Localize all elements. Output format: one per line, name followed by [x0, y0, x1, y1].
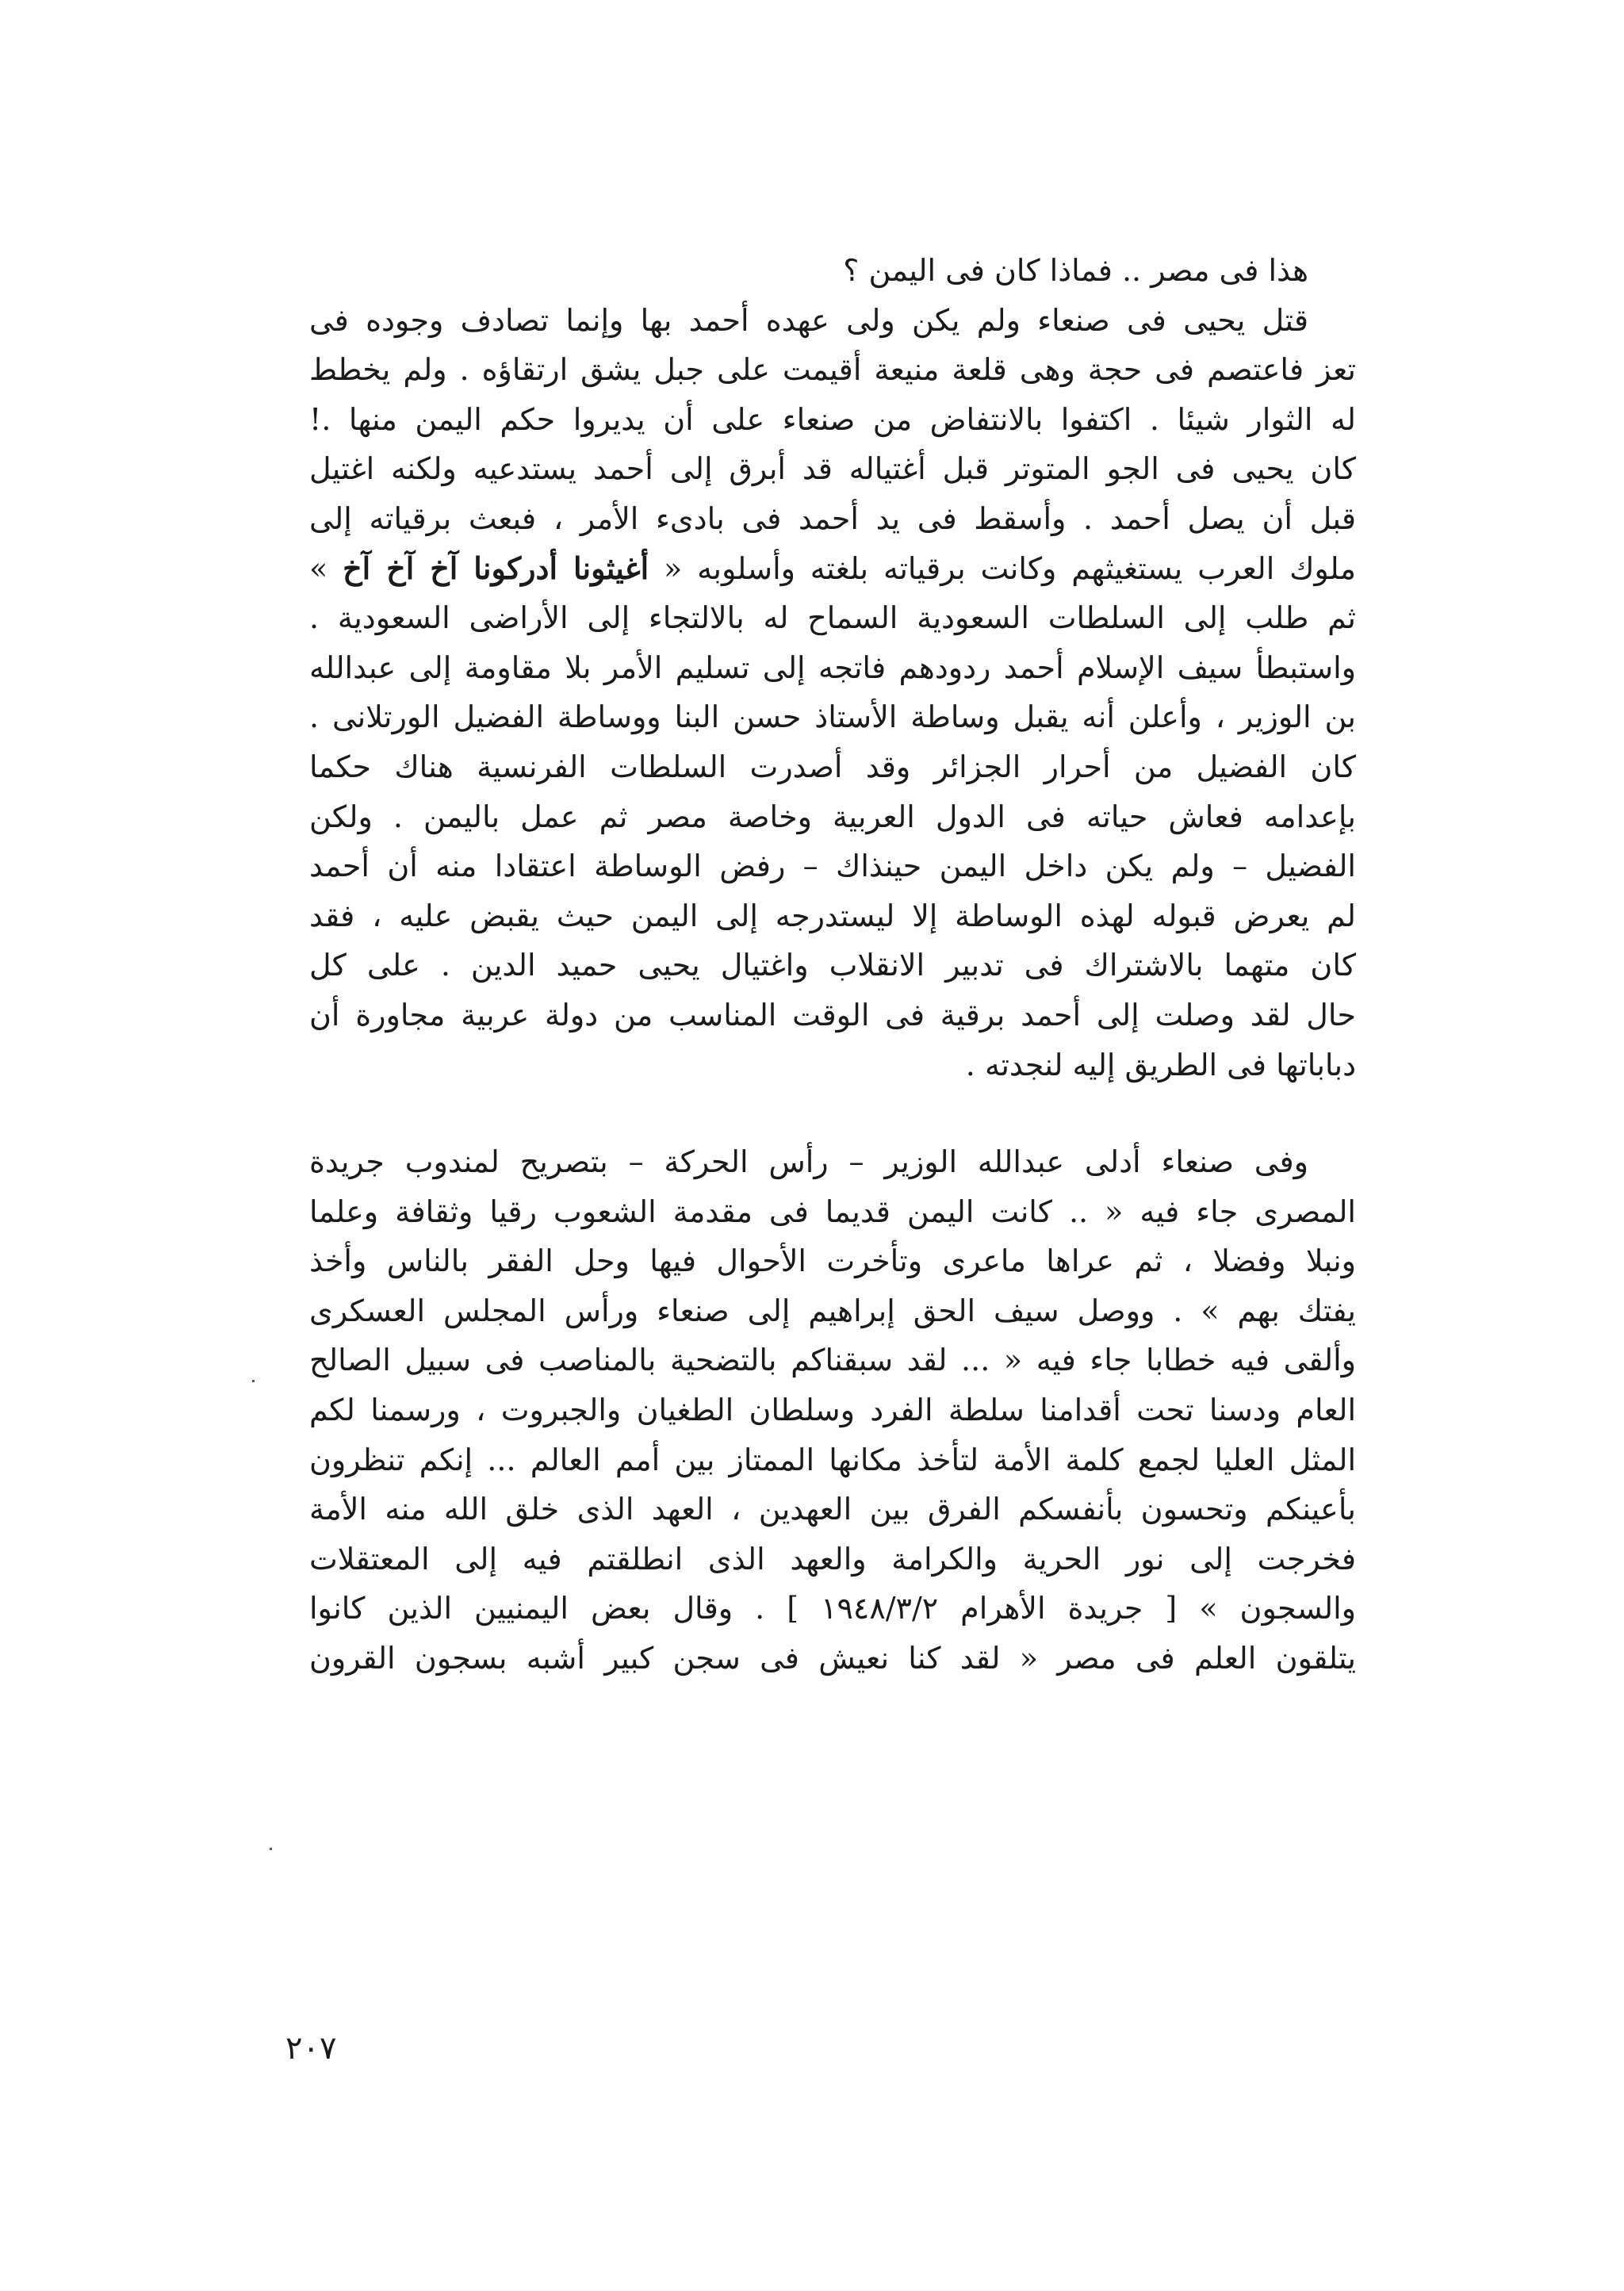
- text-line: ثم طلب إلى السلطات السعودية السماح له بالالتجاء إلى الأراضى السعودية .: [309, 600, 1356, 636]
- text-line: وألقى فيه خطابا جاء فيه « ... لقد سبقناكم بالتضحية بالمناصب فى سبيل الصالح: [309, 1343, 1356, 1378]
- text-line: تعز فاعتصم فى حجة وهى قلعة منيعة أقيمت على جبل يشق ارتقاؤه . ولم يخطط: [309, 352, 1356, 388]
- text-line: واستبطأ سيف الإسلام أحمد ردودهم فاتجه إلى تسليم الأمر بلا مقاومة إلى عبدالله: [309, 649, 1356, 685]
- margin-speck: [252, 1380, 255, 1382]
- paragraph-gap: [309, 1090, 1356, 1137]
- text-line: ونبلا وفضلا ، ثم عراها ماعرى وتأخرت الأحوال فيها وحل الفقر بالناس وأخذ: [309, 1243, 1356, 1279]
- text-line: لم يعرض قبوله لهذه الوساطة إلا ليستدرجه إلى اليمن حيث يقبض عليه ، فقد: [309, 898, 1356, 933]
- text-line: وفى صنعاء أدلى عبدالله الوزير – رأس الحركة – بتصريح لمندوب جريدة: [309, 1144, 1308, 1180]
- text-line: دباباتها فى الطريق إليه لنجدته .: [965, 1047, 1356, 1082]
- text-line: يتلقون العلم فى مصر « لقد كنا نعيش فى سجن كبير أشبه بسجون القرون: [309, 1641, 1356, 1676]
- text-line: كان الفضيل من أحرار الجزائر وقد أصدرت السلطات الفرنسية هناك حكما: [309, 749, 1356, 784]
- margin-speck: [270, 1848, 272, 1850]
- text-line: المصرى جاء فيه « .. كانت اليمن قديما فى مقدمة الشعوب رقيا وثقافة وعلما: [309, 1193, 1356, 1229]
- text-line: يفتك بهم » . ووصل سيف الحق إبراهيم إلى صنعاء ورأس المجلس العسكرى: [309, 1293, 1356, 1328]
- line-text: ملوك العرب يستغيثهم وكانت برقياته بلغته وأسلوبه «: [663, 550, 1356, 586]
- text-line: قتل يحيى فى صنعاء ولم يكن ولى عهده أحمد بها وإنما تصادف وجوده فى: [309, 302, 1308, 338]
- text-line: والسجون » [ جريدة الأهرام ١٩٤٨/٣/٢ ] . وقال بعض اليمنيين الذين كانوا: [309, 1591, 1356, 1626]
- text-line-with-quote: [309, 544, 1356, 594]
- text-line: فخرجت إلى نور الحرية والكرامة والعهد الذى انطلقتم فيه إلى المعتقلات: [309, 1541, 1356, 1576]
- text-line: حال لقد وصلت إلى أحمد برقية فى الوقت المناسب من دولة عربية مجاورة أن: [309, 997, 1356, 1032]
- text-line: الفضيل – ولم يكن داخل اليمن حينذاك – رفض الوساطة اعتقادا منه أن أحمد: [309, 849, 1356, 884]
- text-line: قبل أن يصل أحمد . وأسقط فى يد أحمد فى بادىء الأمر ، فبعث برقياته إلى: [309, 500, 1356, 536]
- text-line: العام ودسنا تحت أقدامنا سلطة الفرد وسلطان الطغيان والجبروت ، ورسمنا لكم: [309, 1393, 1356, 1428]
- quoted-cry: أغيثونا أدركونا آخ آخ آخ: [343, 550, 649, 586]
- page-body-text: [309, 246, 1356, 1684]
- text-line: بن الوزير ، وأعلن أنه يقبل وساطة الأستاذ حسن البنا ووساطة الفضيل الورتلانى .: [309, 699, 1356, 735]
- quote-close: »: [309, 550, 328, 586]
- text-line: المثل العليا لجمع كلمة الأمة لتأخذ مكانها الممتاز بين أمم العالم ... إنكم تنظرون: [309, 1442, 1356, 1477]
- page-number: ٢٠٧: [285, 2030, 337, 2067]
- text-line: له الثوار شيئا . اكتفوا بالانتفاض من صنعاء على أن يديروا حكم اليمن منها .!: [309, 401, 1356, 437]
- text-line: كان يحيى فى الجو المتوتر قبل أغتياله قد أبرق إلى أحمد يستدعيه ولكنه اغتيل: [309, 451, 1356, 487]
- text-line: بأعينكم وتحسون بأنفسكم الفرق بين العهدين ، العهد الذى خلق الله منه الأمة: [309, 1492, 1356, 1527]
- text-line: هذا فى مصر .. فماذا كان فى اليمن ؟: [843, 253, 1308, 288]
- text-line: كان متهما بالاشتراك فى تدبير الانقلاب واغتيال يحيى حميد الدين . على كل: [309, 948, 1356, 983]
- text-line: بإعدامه فعاش حياته فى الدول العربية وخاصة مصر ثم عمل باليمن . ولكن: [309, 799, 1356, 834]
